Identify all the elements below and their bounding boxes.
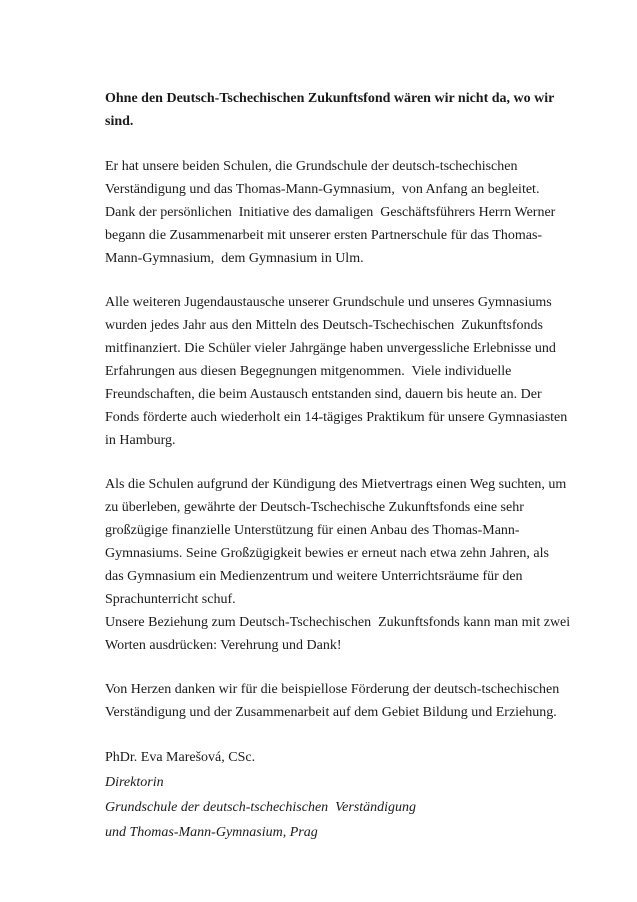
text-line: großzügige finanzielle Unterstützung für einen Anbau des Thomas-Mann- <box>105 523 520 538</box>
text-line: Von Herzen danken wir für die beispiellose Förderung der deutsch-tschechischen <box>105 682 560 697</box>
paragraph-history <box>105 155 619 270</box>
text-line: Worten ausdrücken: Verehrung und Dank! <box>105 638 342 653</box>
paragraph-support <box>105 473 619 657</box>
text-line: Gymnasiums. Seine Großzügigkeit bewies er erneut nach etwa zehn Jahren, als <box>105 546 549 561</box>
signature-role: Direktorin <box>105 775 164 790</box>
text-line: Dank der persönlichen Initiative des damaligen Geschäftsführers Herrn Werner <box>105 205 556 220</box>
text-line: Mann-Gymnasium, dem Gymnasium in Ulm. <box>105 251 364 266</box>
text-line: mitfinanziert. Die Schüler vieler Jahrgänge haben unvergessliche Erlebnisse und <box>105 341 556 356</box>
text-line: Verständigung und das Thomas-Mann-Gymnasium, von Anfang an begleitet. <box>105 182 540 197</box>
text-line: Als die Schulen aufgrund der Kündigung des Mietvertrags einen Weg suchten, um <box>105 477 567 492</box>
text-line: Er hat unsere beiden Schulen, die Grundschule der deutsch-tschechischen <box>105 159 518 174</box>
signature-block <box>105 745 619 845</box>
text-line: Unsere Beziehung zum Deutsch-Tschechischen Zukunftsfonds kann man mit zwei <box>105 615 571 630</box>
text-line: Alle weiteren Jugendaustausche unserer Grundschule und unseres Gymnasiums <box>105 295 552 310</box>
signature-organization: Grundschule der deutsch-tschechischen Verständigung <box>105 800 417 815</box>
signature-name: PhDr. Eva Marešová, CSc. <box>105 750 256 765</box>
text-line: Erfahrungen aus diesen Begegnungen mitgenommen. Viele individuelle <box>105 364 512 379</box>
heading-line: sind. <box>105 114 134 129</box>
paragraph-thanks <box>105 678 619 724</box>
text-line: Freundschaften, die beim Austausch entstanden sind, dauern bis heute an. Der <box>105 387 542 402</box>
document-heading <box>105 87 619 133</box>
text-line: Sprachunterricht schuf. <box>105 592 236 607</box>
text-line: Fonds förderte auch wiederholt ein 14-tägiges Praktikum für unsere Gymnasiasten <box>105 410 568 425</box>
text-line: begann die Zusammenarbeit mit unserer ersten Partnerschule für das Thomas- <box>105 228 543 243</box>
heading-line: Ohne den Deutsch-Tschechischen Zukunftsfond wären wir nicht da, wo wir <box>105 91 555 106</box>
signature-organization-city: und Thomas-Mann-Gymnasium, Prag <box>105 825 318 840</box>
text-line: wurden jedes Jahr aus den Mitteln des Deutsch-Tschechischen Zukunftsfonds <box>105 318 543 333</box>
text-line: in Hamburg. <box>105 433 176 448</box>
text-line: zu überleben, gewährte der Deutsch-Tschechische Zukunftsfonds eine sehr <box>105 500 524 515</box>
paragraph-exchanges <box>105 291 619 452</box>
text-line: Verständigung und der Zusammenarbeit auf dem Gebiet Bildung und Erziehung. <box>105 705 557 720</box>
text-line: das Gymnasium ein Medienzentrum und weitere Unterrichtsräume für den <box>105 569 523 584</box>
